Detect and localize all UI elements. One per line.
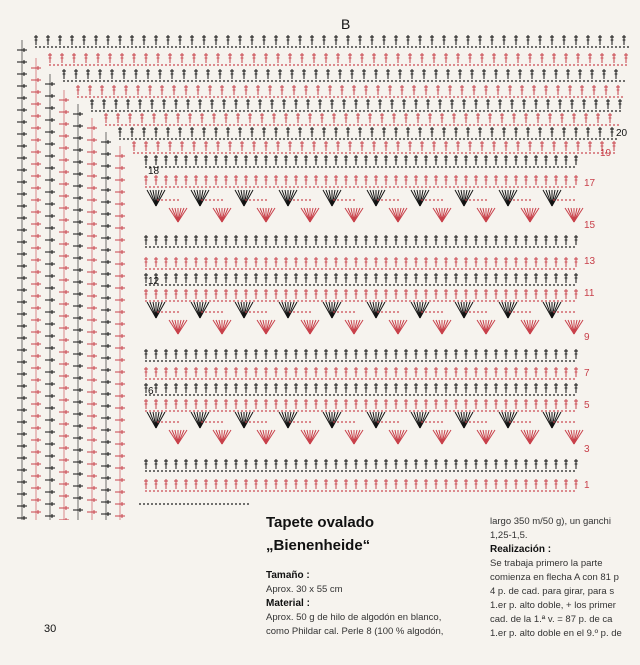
- row-label-18: 18: [148, 166, 160, 177]
- row-label-15: 15: [584, 220, 596, 231]
- column2-line-2: 1,25-1,5.: [490, 530, 528, 541]
- column2-line-6: 1.er p. alto doble, + los primer: [490, 600, 616, 611]
- row-label-13: 13: [584, 256, 596, 267]
- column2-line-1: largo 350 m/50 g), un ganchi: [490, 516, 611, 527]
- row-label-7: 7: [584, 368, 590, 379]
- page-number: 30: [44, 623, 57, 635]
- column2-line-3: Se trabaja primero la parte: [490, 558, 603, 569]
- row-label-9: 9: [584, 332, 590, 343]
- row-label-20: 20: [616, 128, 628, 139]
- material-line-2: como Phildar cal. Perle 8 (100 % algodón,: [266, 626, 444, 637]
- diagram-mark-b: B: [341, 16, 351, 32]
- column2-line-4: comienza en flecha A con 81 p: [490, 572, 619, 583]
- row-label-19: 19: [600, 148, 612, 159]
- row-label-6: 6: [148, 386, 154, 397]
- material-heading: Material :: [266, 598, 310, 609]
- size-heading: Tamaño :: [266, 570, 310, 581]
- row-label-12: 12: [148, 276, 160, 287]
- material-line-1: Aprox. 50 g de hilo de algodón en blanco,: [266, 612, 442, 623]
- realizacion-heading: Realización :: [490, 544, 552, 555]
- row-label-3: 3: [584, 444, 590, 455]
- row-label-17: 17: [584, 178, 596, 189]
- row-label-5: 5: [584, 400, 590, 411]
- row-label-11: 11: [584, 288, 595, 299]
- row-label-1: 1: [584, 480, 590, 491]
- column2-line-5: 4 p. de cad. para girar, para s: [490, 586, 615, 597]
- pattern-subtitle: „Bienenheide“: [266, 537, 371, 554]
- size-text: Aprox. 30 x 55 cm: [266, 584, 343, 595]
- column2-line-7: cad. de la 1.ª v. = 87 p. de ca: [490, 614, 613, 625]
- column2-line-8: 1.er p. alto doble en el 9.º p. de: [490, 628, 622, 639]
- pattern-title: Tapete ovalado: [266, 514, 375, 531]
